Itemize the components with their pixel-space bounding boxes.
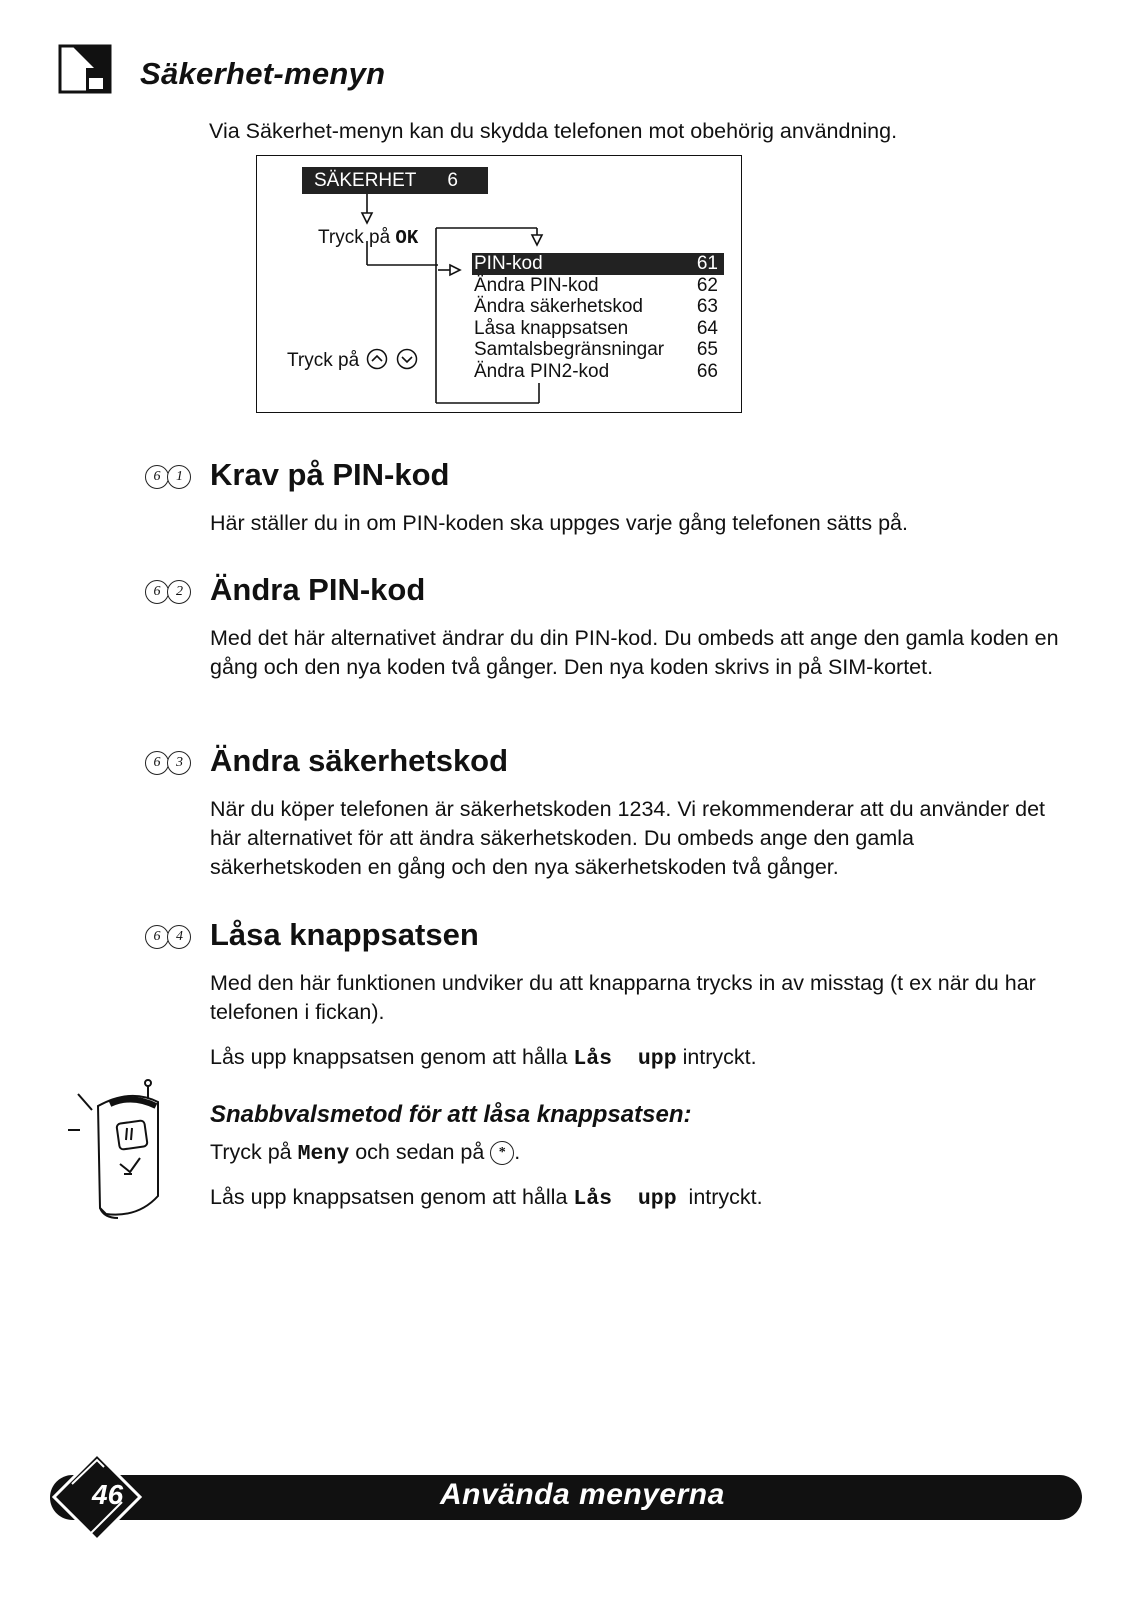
phone-icon bbox=[60, 1078, 170, 1228]
page-number: 46 bbox=[92, 1479, 124, 1510]
intro-text: Via Säkerhet-menyn kan du skydda telefonen mot obehörig användning. bbox=[209, 119, 898, 143]
tip-line: Tryck på Meny och sedan på * . bbox=[210, 1140, 521, 1166]
section-61-body: Här ställer du in om PIN-koden ska uppges varje gång telefonen sätts på. bbox=[210, 511, 908, 535]
menu-item-andra-sakerhetskod[interactable]: Ändra säkerhetskod 63 bbox=[474, 296, 718, 317]
footer-title: Använda menyerna bbox=[440, 1478, 725, 1511]
menu-item-andra-pin2[interactable]: Ändra PIN2-kod 66 bbox=[474, 360, 718, 382]
section-63-body: När du köper telefonen är säkerhetskoden 1234. Vi rekommenderar att du använder det här alternativet för att ändra säkerhetskoden. Du ombeds ange den gamla säkerhetskoden en gång och den nya säkerhetskoden två gånger. bbox=[210, 797, 1046, 879]
menu-header-label: SÄKERHET bbox=[314, 170, 417, 191]
las-upp-key: Lås upp bbox=[573, 1047, 677, 1071]
menu-item-lasa-knappsatsen[interactable]: Låsa knappsatsen 64 bbox=[474, 317, 718, 339]
unlock-instruction: Lås upp knappsatsen genom att hålla Lås upp intryckt. bbox=[210, 1045, 757, 1071]
scroll-label: Tryck på bbox=[287, 348, 418, 372]
unlock-instruction-2: Lås upp knappsatsen genom att hålla Lås upp intryckt. bbox=[210, 1185, 763, 1211]
section-62-keys: 6 2 bbox=[145, 580, 185, 604]
press-ok-label: Tryck på OK bbox=[318, 227, 419, 249]
las-upp-key-2: Lås upp bbox=[573, 1187, 677, 1211]
menu-item-samtalsbegransningar[interactable]: Samtalsbegränsningar 65 bbox=[474, 339, 718, 360]
menu-header-number: 6 bbox=[447, 170, 458, 191]
section-64-body: Med den här funktionen undviker du att knapparna trycks in av misstag (t ex när du har telefonen i fickan). bbox=[210, 971, 1036, 1024]
tip-heading: Snabbvalsmetod för att låsa knappsatsen: bbox=[210, 1101, 692, 1128]
menu-item-andra-pin[interactable]: Ändra PIN-kod 62 bbox=[474, 274, 718, 296]
page-title: Säkerhet-menyn bbox=[140, 56, 386, 91]
ok-key: OK bbox=[395, 227, 419, 249]
section-corner-icon bbox=[58, 44, 112, 94]
section-62-body: Med det här alternativet ändrar du din PIN-kod. Du ombeds att ange den gamla koden en gång och den nya koden två gånger. Den nya koden skrivs in på SIM-kortet. bbox=[210, 626, 1059, 679]
section-61-keys: 6 1 bbox=[145, 465, 185, 489]
section-64-keys: 6 4 bbox=[145, 925, 185, 949]
scroll-up-icon bbox=[366, 348, 388, 370]
meny-key: Meny bbox=[297, 1142, 350, 1166]
menu-item-pin-kod[interactable]: PIN-kod 61 bbox=[472, 253, 724, 275]
star-key: * bbox=[490, 1141, 514, 1165]
section-64-heading: Låsa knappsatsen bbox=[210, 917, 479, 952]
section-63-heading: Ändra säkerhetskod bbox=[210, 743, 509, 778]
menu-list bbox=[472, 253, 724, 382]
scroll-down-icon bbox=[396, 348, 418, 370]
section-61-heading: Krav på PIN-kod bbox=[210, 457, 450, 492]
section-62-heading: Ändra PIN-kod bbox=[210, 572, 426, 607]
section-63-keys: 6 3 bbox=[145, 751, 185, 775]
